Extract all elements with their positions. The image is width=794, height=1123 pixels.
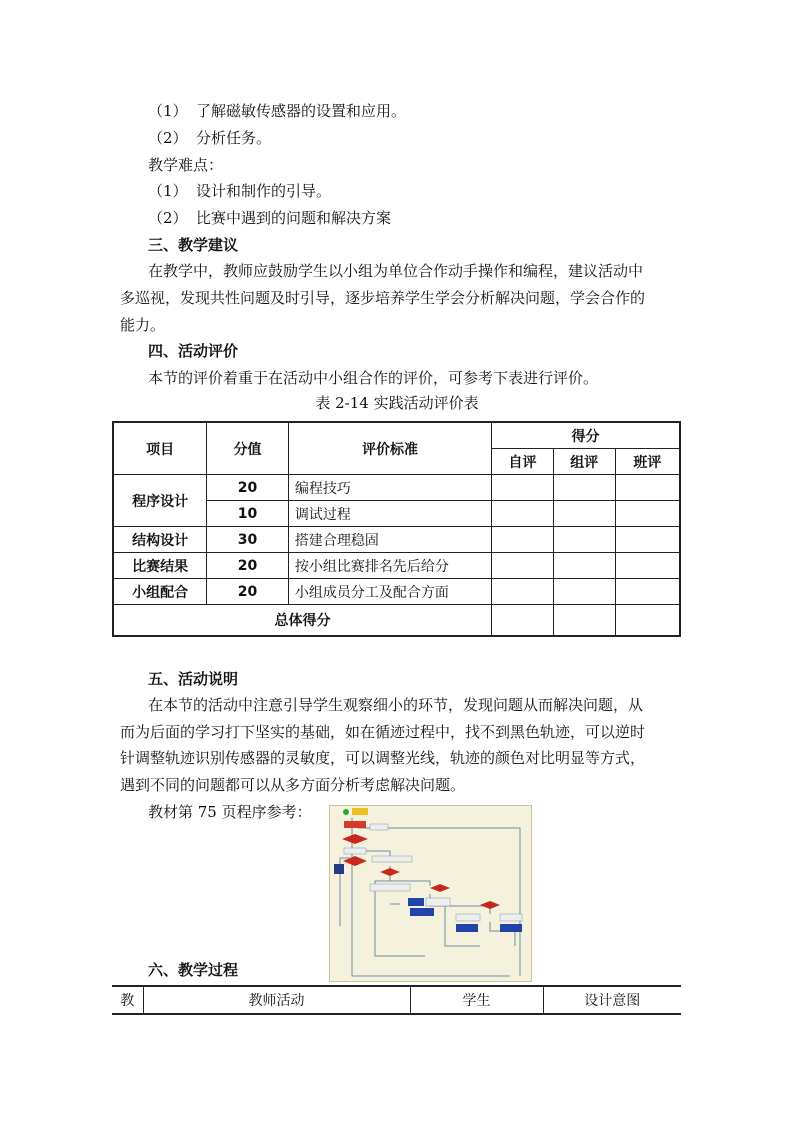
difficulty-2: （2） 比赛中遇到的问题和解决方案 — [148, 209, 392, 227]
col-teacher-activity: 教师活动 — [143, 986, 410, 1014]
section-3-heading: 三、教学建议 — [148, 236, 239, 254]
class-score-cell[interactable] — [615, 475, 680, 501]
section-5-line-3: 针调整轨迹识别传感器的灵敏度，可以调整光线，轨迹的颜色对比明显等方式， — [120, 749, 646, 767]
table-caption: 表 2-14 实践活动评价表 — [315, 394, 479, 412]
section-5-line-2: 而为后面的学习打下坚实的基础，如在循迹过程中，找不到黑色轨迹，可以逆时 — [120, 723, 646, 741]
table-row — [113, 475, 680, 501]
evaluation-table — [112, 421, 681, 637]
self-score-cell[interactable] — [492, 553, 554, 579]
row-item: 小组配合 — [113, 579, 207, 605]
table-row — [113, 553, 680, 579]
row-score: 30 — [207, 527, 289, 553]
section-4-intro: 本节的评价着重于在活动中小组合作的评价，可参考下表进行评价。 — [148, 369, 599, 387]
teaching-process-table — [112, 985, 681, 1015]
difficulty-label: 教学难点： — [148, 156, 224, 174]
section-5-heading: 五、活动说明 — [148, 670, 239, 688]
col-student: 学生 — [410, 986, 543, 1014]
group-score-cell[interactable] — [553, 579, 615, 605]
header-self: 自评 — [492, 449, 554, 475]
self-total-cell[interactable] — [492, 605, 554, 637]
program-flowchart-image — [329, 805, 532, 982]
header-class: 班评 — [615, 449, 680, 475]
total-row — [113, 605, 680, 637]
self-score-cell[interactable] — [492, 579, 554, 605]
self-score-cell[interactable] — [492, 475, 554, 501]
row-criteria: 调试过程 — [288, 501, 491, 527]
class-score-cell[interactable] — [615, 553, 680, 579]
table-row — [113, 527, 680, 553]
row-score: 20 — [207, 475, 289, 501]
class-score-cell[interactable] — [615, 527, 680, 553]
class-score-cell[interactable] — [615, 579, 680, 605]
section-5-line-1: 在本节的活动中注意引导学生观察细小的环节，发现问题从而解决问题，从 — [148, 696, 644, 714]
header-criteria: 评价标准 — [288, 422, 491, 475]
row-criteria: 按小组比赛排名先后给分 — [288, 553, 491, 579]
header-group: 组评 — [553, 449, 615, 475]
header-score: 分值 — [207, 422, 289, 475]
col-teach: 教 — [112, 986, 143, 1014]
row-item: 结构设计 — [113, 527, 207, 553]
class-total-cell[interactable] — [615, 605, 680, 637]
row-item: 程序设计 — [113, 475, 207, 527]
section-3-line-2: 多巡视，发现共性问题及时引导，逐步培养学生学会分析解决问题，学会合作的 — [120, 289, 646, 307]
difficulty-1: （1） 设计和制作的引导。 — [148, 182, 332, 200]
row-criteria: 搭建合理稳固 — [288, 527, 491, 553]
header-item: 项目 — [113, 422, 207, 475]
row-criteria: 编程技巧 — [288, 475, 491, 501]
row-score: 20 — [207, 553, 289, 579]
section-3-line-3: 能力。 — [120, 316, 166, 334]
total-label: 总体得分 — [113, 605, 492, 637]
point-1: （1） 了解磁敏传感器的设置和应用。 — [148, 102, 407, 120]
section-6-heading: 六、教学过程 — [148, 961, 239, 979]
group-score-cell[interactable] — [553, 475, 615, 501]
self-score-cell[interactable] — [492, 527, 554, 553]
col-design-intent: 设计意图 — [543, 986, 681, 1014]
section-5-line-4: 遇到不同的问题都可以从多方面分析考虑解决问题。 — [120, 776, 466, 794]
group-score-cell[interactable] — [553, 501, 615, 527]
point-2: （2） 分析任务。 — [148, 129, 272, 147]
program-reference-label: 教材第 75 页程序参考： — [148, 803, 312, 821]
row-score: 10 — [207, 501, 289, 527]
flowchart-illustration — [330, 806, 531, 981]
group-score-cell[interactable] — [553, 553, 615, 579]
table-row — [113, 579, 680, 605]
row-score: 20 — [207, 579, 289, 605]
row-item: 比赛结果 — [113, 553, 207, 579]
header-points: 得分 — [492, 422, 680, 449]
row-criteria: 小组成员分工及配合方面 — [288, 579, 491, 605]
group-total-cell[interactable] — [553, 605, 615, 637]
class-score-cell[interactable] — [615, 501, 680, 527]
group-score-cell[interactable] — [553, 527, 615, 553]
self-score-cell[interactable] — [492, 501, 554, 527]
section-3-line-1: 在教学中，教师应鼓励学生以小组为单位合作动手操作和编程，建议活动中 — [148, 262, 644, 280]
section-4-heading: 四、活动评价 — [148, 342, 239, 360]
table-header-row — [112, 986, 681, 1014]
